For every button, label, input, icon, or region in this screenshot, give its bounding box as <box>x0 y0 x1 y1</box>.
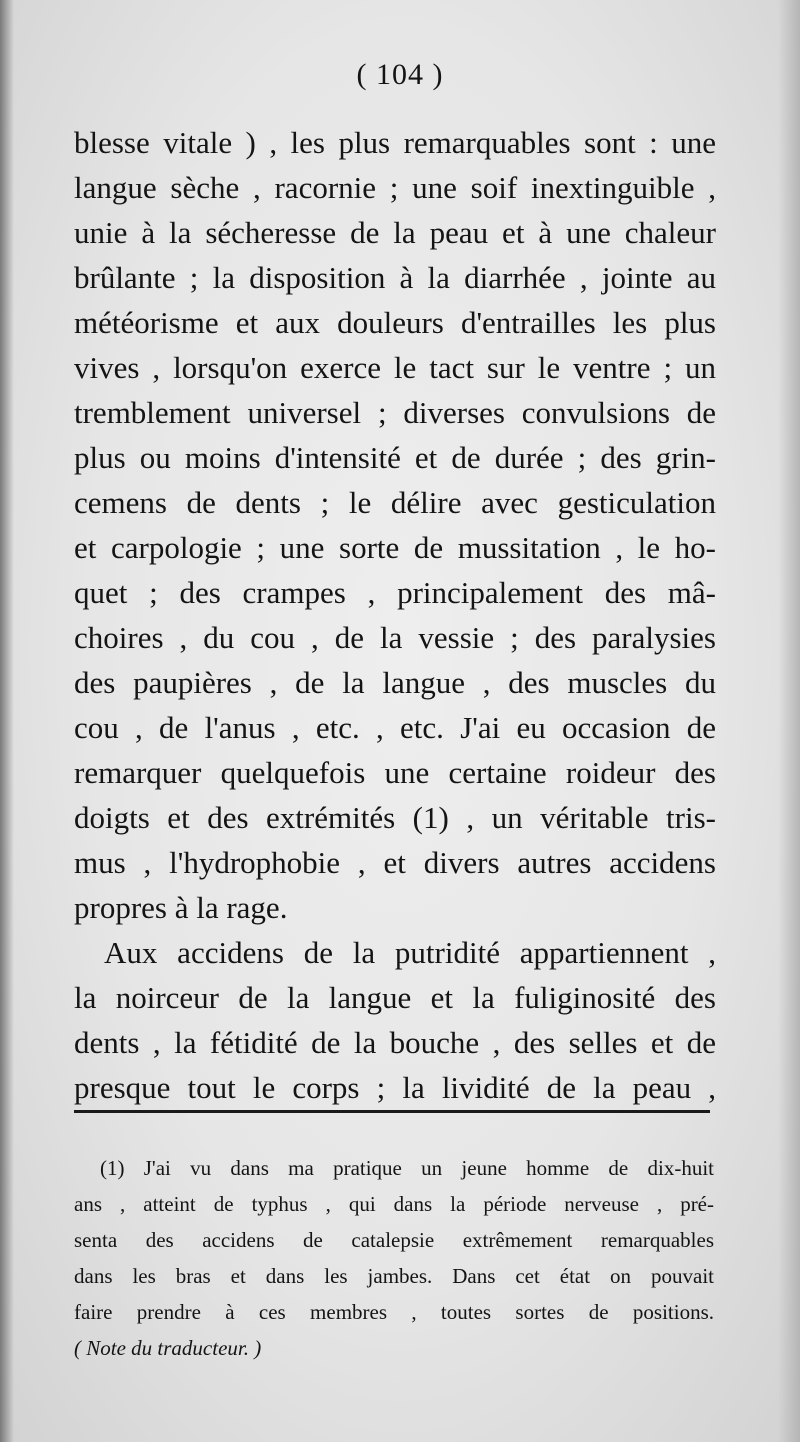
text-line: des paupières , de la langue , des muscles du <box>74 665 716 700</box>
footnote-line: faire prendre à ces membres , toutes sortes de positions. <box>74 1300 714 1324</box>
footnote-line: ans , atteint de typhus , qui dans la période nerveuse , pré- <box>74 1192 714 1216</box>
text-line: blesse vitale ) , les plus remarquables sont : une <box>74 125 716 160</box>
footnote-line: dans les bras et dans les jambes. Dans cet état on pouvait <box>74 1264 714 1288</box>
text-line: dents , la fétidité de la bouche , des selles et de <box>74 1025 716 1060</box>
translator-note: ( Note du traducteur. ) <box>74 1336 262 1360</box>
text-line: unie à la sécheresse de la peau et à une chaleur <box>74 215 716 250</box>
text-line: cemens de dents ; le délire avec gesticulation <box>74 485 716 520</box>
text-line: et carpologie ; une sorte de mussitation , le ho- <box>74 530 716 565</box>
text-line: cou , de l'anus , etc. , etc. J'ai eu occasion de <box>74 710 716 745</box>
text-line: presque tout le corps ; la lividité de la peau , <box>74 1070 716 1105</box>
paragraph-start-line: Aux accidens de la putridité appartiennent , <box>104 935 716 970</box>
page-number: ( 104 ) <box>356 58 444 91</box>
main-text <box>74 120 716 1110</box>
footnote-divider <box>74 1110 710 1113</box>
text-line: vives , lorsqu'on exerce le tact sur le ventre ; un <box>74 350 716 385</box>
text-line: brûlante ; la disposition à la diarrhée , jointe au <box>74 260 716 295</box>
text-line: météorisme et aux douleurs d'entrailles les plus <box>74 305 716 340</box>
page-left-edge-shadow <box>0 0 14 1442</box>
text-line: remarquer quelquefois une certaine roideur des <box>74 755 716 790</box>
text-line: mus , l'hydrophobie , et divers autres accidens <box>74 845 716 880</box>
footnote <box>74 1150 714 1366</box>
text-line: la noirceur de la langue et la fuliginosité des <box>74 980 716 1015</box>
text-line: doigts et des extrémités (1) , un véritable tris- <box>74 800 716 835</box>
footnote-line: (1) J'ai vu dans ma pratique un jeune homme de dix-huit <box>100 1156 714 1180</box>
text-line: quet ; des crampes , principalement des mâ- <box>74 575 716 610</box>
page-right-edge-shadow <box>778 0 800 1442</box>
text-line: propres à la rage. <box>74 890 288 925</box>
text-line: plus ou moins d'intensité et de durée ; des grin- <box>74 440 716 475</box>
text-line: langue sèche , racornie ; une soif inextinguible , <box>74 170 716 205</box>
footnote-line: senta des accidens de catalepsie extrêmement remarquables <box>74 1228 714 1252</box>
text-line: choires , du cou , de la vessie ; des paralysies <box>74 620 716 655</box>
text-line: tremblement universel ; diverses convulsions de <box>74 395 716 430</box>
